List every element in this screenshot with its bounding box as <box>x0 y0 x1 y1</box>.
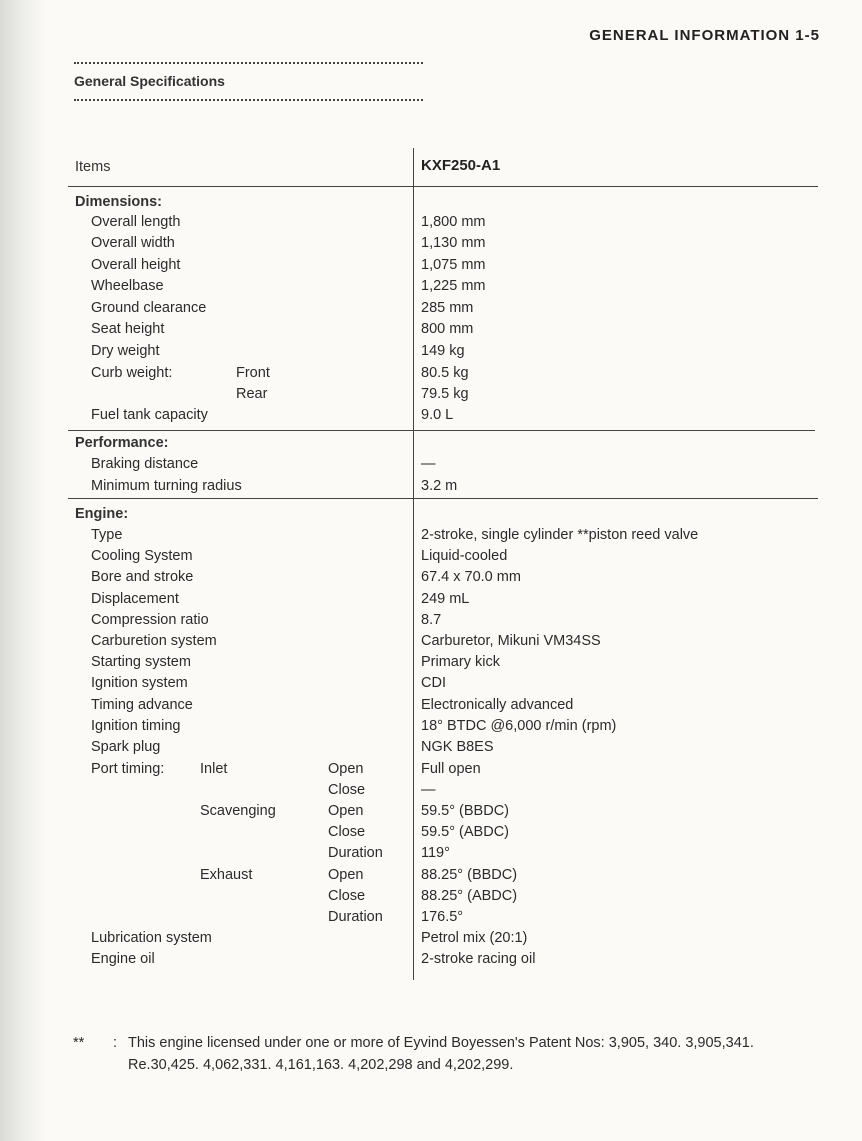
section-title: General Specifications <box>74 73 225 89</box>
category-performance: Performance: <box>75 435 169 451</box>
spec-label-carburetion: Carburetion system <box>91 633 217 649</box>
spec-value-curb-rear: 79.5 kg <box>421 386 469 402</box>
port-scavenging-open-label: Open <box>328 803 364 819</box>
spec-label-spark-plug: Spark plug <box>91 739 161 755</box>
page-edge-shadow <box>0 0 46 1141</box>
category-dimensions: Dimensions: <box>75 194 163 210</box>
spec-label-overall-height: Overall height <box>91 257 181 273</box>
spec-label-ignition-timing: Ignition timing <box>91 718 181 734</box>
spec-value-displacement: 249 mL <box>421 591 470 607</box>
port-scavenging-open-value: 59.5° (BBDC) <box>421 803 509 819</box>
spec-sublabel-curb-rear: Rear <box>236 386 268 402</box>
dimensions-rule <box>68 430 815 431</box>
spec-label-wheelbase: Wheelbase <box>91 278 164 294</box>
title-dotted-rule-top <box>74 62 423 64</box>
spec-label-port-timing: Port timing: <box>91 761 165 777</box>
port-inlet-close-value: — <box>421 782 436 798</box>
spec-value-seat-height: 800 mm <box>421 321 474 337</box>
spec-value-ignition-system: CDI <box>421 675 446 691</box>
port-exhaust-duration-label: Duration <box>328 909 383 925</box>
spec-value-ignition-timing: 18° BTDC @6,000 r/min (rpm) <box>421 718 617 734</box>
spec-value-turning-radius: 3.2 m <box>421 478 458 494</box>
spec-label-overall-width: Overall width <box>91 235 175 251</box>
spec-label-engine-type: Type <box>91 527 123 543</box>
spec-value-bore-stroke: 67.4 x 70.0 mm <box>421 569 521 585</box>
spec-value-compression: 8.7 <box>421 612 442 628</box>
spec-label-turning-radius: Minimum turning radius <box>91 478 242 494</box>
spec-label-seat-height: Seat height <box>91 321 165 337</box>
spec-value-curb-front: 80.5 kg <box>421 365 469 381</box>
spec-value-cooling: Liquid-cooled <box>421 548 508 564</box>
port-scavenging-close-label: Close <box>328 824 366 840</box>
header-rule <box>68 186 818 187</box>
spec-value-braking-distance: — <box>421 456 436 472</box>
spec-value-wheelbase: 1,225 mm <box>421 278 486 294</box>
spec-value-engine-oil: 2-stroke racing oil <box>421 951 536 967</box>
footnote-marker: ** <box>73 1035 85 1051</box>
spec-label-dry-weight: Dry weight <box>91 343 160 359</box>
spec-label-ground-clearance: Ground clearance <box>91 300 207 316</box>
spec-value-timing-advance: Electronically advanced <box>421 697 574 713</box>
spec-label-compression: Compression ratio <box>91 612 209 628</box>
spec-label-displacement: Displacement <box>91 591 179 607</box>
category-engine: Engine: <box>75 506 129 522</box>
spec-value-spark-plug: NGK B8ES <box>421 739 494 755</box>
spec-label-braking-distance: Braking distance <box>91 456 199 472</box>
column-header-model: KXF250-A1 <box>421 157 501 174</box>
spec-label-engine-oil: Engine oil <box>91 951 155 967</box>
spec-label-bore-stroke: Bore and stroke <box>91 569 194 585</box>
spec-label-ignition-system: Ignition system <box>91 675 188 691</box>
port-group-scavenging: Scavenging <box>200 803 276 819</box>
title-dotted-rule-bottom <box>74 99 423 101</box>
spec-value-overall-length: 1,800 mm <box>421 214 486 230</box>
spec-value-starting: Primary kick <box>421 654 500 670</box>
spec-label-curb-weight: Curb weight: <box>91 365 173 381</box>
port-inlet-open-label: Open <box>328 761 364 777</box>
spec-value-ground-clearance: 285 mm <box>421 300 474 316</box>
port-group-inlet: Inlet <box>200 761 228 777</box>
spec-value-fuel-tank: 9.0 L <box>421 407 454 423</box>
port-exhaust-close-label: Close <box>328 888 366 904</box>
port-group-exhaust: Exhaust <box>200 867 253 883</box>
spec-value-carburetion: Carburetor, Mikuni VM34SS <box>421 633 601 649</box>
spec-label-lubrication: Lubrication system <box>91 930 212 946</box>
table-column-divider <box>413 148 414 980</box>
spec-value-dry-weight: 149 kg <box>421 343 465 359</box>
port-inlet-open-value: Full open <box>421 761 481 777</box>
spec-label-starting: Starting system <box>91 654 191 670</box>
port-exhaust-open-label: Open <box>328 867 364 883</box>
footnote-line-1: This engine licensed under one or more of Eyvind Boyessen's Patent Nos: 3,905, 340. 3,905,341. <box>128 1035 754 1051</box>
port-exhaust-open-value: 88.25° (BBDC) <box>421 867 518 883</box>
spec-value-overall-width: 1,130 mm <box>421 235 486 251</box>
footnote-separator: : <box>113 1035 118 1051</box>
port-scavenging-duration-label: Duration <box>328 845 383 861</box>
spec-value-engine-type: 2-stroke, single cylinder **piston reed valve <box>421 527 699 543</box>
spec-label-overall-length: Overall length <box>91 214 181 230</box>
port-exhaust-close-value: 88.25° (ABDC) <box>421 888 518 904</box>
spec-value-overall-height: 1,075 mm <box>421 257 486 273</box>
spec-label-timing-advance: Timing advance <box>91 697 193 713</box>
spec-label-fuel-tank: Fuel tank capacity <box>91 407 208 423</box>
spec-label-cooling: Cooling System <box>91 548 193 564</box>
port-exhaust-duration-value: 176.5° <box>421 909 464 925</box>
spec-value-lubrication: Petrol mix (20:1) <box>421 930 528 946</box>
performance-rule <box>68 498 818 499</box>
port-scavenging-duration-value: 119° <box>421 845 450 861</box>
column-header-items: Items <box>75 159 111 175</box>
port-inlet-close-label: Close <box>328 782 366 798</box>
footnote-line-2: Re.30,425. 4,062,331. 4,161,163. 4,202,298 and 4,202,299. <box>128 1057 514 1073</box>
port-scavenging-close-value: 59.5° (ABDC) <box>421 824 509 840</box>
spec-sublabel-curb-front: Front <box>236 365 270 381</box>
page-header: GENERAL INFORMATION 1-5 <box>589 27 820 44</box>
